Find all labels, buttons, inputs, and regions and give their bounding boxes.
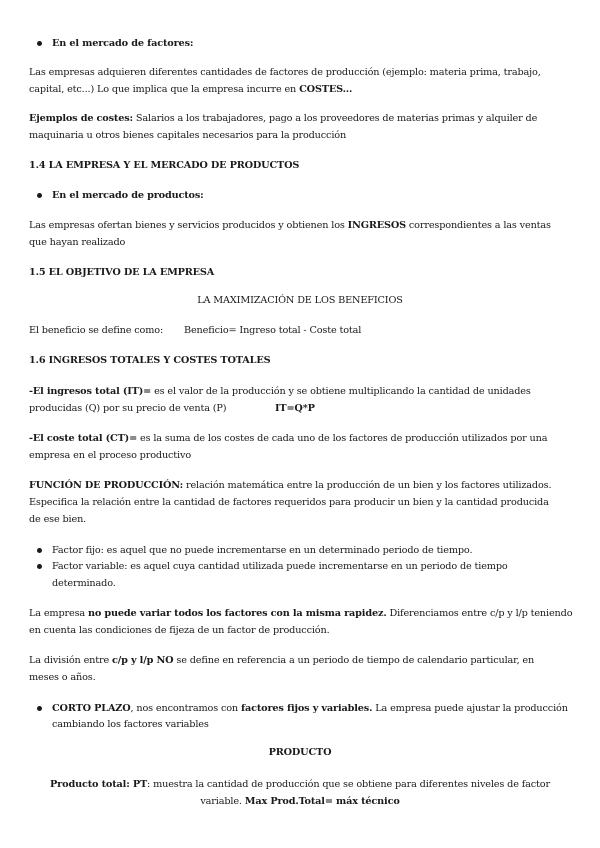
rapidez-line2: en cuenta las condiciones de fijeza de un factor de producción. <box>29 625 330 636</box>
factores-fijos-variables-term: factores fijos y variables. <box>240 703 373 714</box>
producto-total-line2: variable. Max Prod.Total= máx técnico <box>200 796 400 807</box>
productos-paragraph-line1: Las empresas ofertan bienes y servicios producidos y obtienen los INGRESOS correspondientes a las ventas <box>29 220 551 231</box>
ingreso-total-line2: producidas (Q) por su precio de venta (P) <box>29 403 227 414</box>
factor-variable-item-line2: determinado. <box>52 578 116 589</box>
productos-paragraph-line2: que hayan realizado <box>29 237 126 248</box>
corto-plazo-label: CORTO PLAZO <box>52 703 131 714</box>
bullet-mercado-factores: En el mercado de factores: <box>52 38 194 49</box>
corto-plazo-line2: cambiando los factores variables <box>52 719 209 730</box>
ingresos-term: INGRESOS <box>347 220 406 231</box>
costes-term: COSTES... <box>299 84 353 95</box>
funcion-produccion-label: FUNCIÓN DE PRODUCCIÓN: <box>29 480 184 491</box>
division-line1: La división entre c/p y l/p NO se define en referencia a un periodo de tiempo de calendario particular, en <box>29 655 535 666</box>
beneficio-definicion: El beneficio se define como: <box>29 325 164 336</box>
division-emphasis: c/p y l/p NO <box>112 655 174 666</box>
division-line2: meses o años. <box>29 672 96 683</box>
bullet-icon <box>37 548 42 553</box>
ejemplos-costes-label: Ejemplos de costes: <box>29 113 133 124</box>
factores-paragraph-line2: capital, etc...) Lo que implica que la empresa incurre en COSTES... <box>29 84 353 95</box>
producto-total-label: Producto total: PT <box>50 779 148 790</box>
bullet-mercado-productos: En el mercado de productos: <box>52 190 204 201</box>
heading-1-6: 1.6 INGRESOS TOTALES Y COSTES TOTALES <box>29 355 271 366</box>
rapidez-line1: La empresa no puede variar todos los factores con la misma rapidez. Diferenciamos entre c/p y l/p teniendo <box>29 608 573 619</box>
bullet-icon <box>37 564 42 569</box>
ejemplos-costes-line2: maquinaria u otros bienes capitales necesarios para la producción <box>29 130 347 141</box>
ingreso-total-line1: -El ingresos total (IT)= es el valor de la producción y se obtiene multiplicando la cantidad de unidades <box>29 386 531 397</box>
funcion-produccion-line3: de ese bien. <box>29 514 87 525</box>
ejemplos-costes-line1: Ejemplos de costes: Salarios a los trabajadores, pago a los proveedores de materias primas y alquiler de <box>29 113 538 124</box>
producto-heading: PRODUCTO <box>268 747 332 758</box>
rapidez-emphasis: no puede variar todos los factores con la misma rapidez. <box>87 608 387 619</box>
maximizacion-beneficios: LA MAXIMIZACIÓN DE LOS BENEFICIOS <box>197 295 403 306</box>
factores-paragraph-line1: Las empresas adquieren diferentes cantidades de factores de producción (ejemplo: materia prima, trabajo, <box>29 67 541 78</box>
max-prod-total: Max Prod.Total= máx técnico <box>244 796 400 807</box>
coste-total-line2: empresa en el proceso productivo <box>29 450 192 461</box>
beneficio-formula: Beneficio= Ingreso total - Coste total <box>184 325 362 336</box>
heading-1-5: 1.5 EL OBJETIVO DE LA EMPRESA <box>29 267 215 278</box>
coste-total-label: -El coste total (CT)= <box>29 433 138 444</box>
coste-total-line1: -El coste total (CT)= es la suma de los costes de cada uno de los factores de producción utilizados por una <box>29 433 548 444</box>
funcion-produccion-line1: FUNCIÓN DE PRODUCCIÓN: relación matemática entre la producción de un bien y los factores utilizados. <box>29 480 552 491</box>
heading-1-4: 1.4 LA EMPRESA Y EL MERCADO DE PRODUCTOS <box>29 160 300 171</box>
funcion-produccion-line2: Especifica la relación entre la cantidad de factores requeridos para producir un bien y la cantidad producida <box>29 497 549 508</box>
producto-total-line1: Producto total: PT: muestra la cantidad de producción que se obtiene para diferentes niveles de factor <box>50 779 550 790</box>
bullet-icon <box>37 41 42 46</box>
factor-variable-item-line1: Factor variable: es aquel cuya cantidad utilizada puede incrementarse en un periodo de tiempo <box>52 561 508 572</box>
corto-plazo-line1: CORTO PLAZO, nos encontramos con factores fijos y variables. La empresa puede ajustar la producción <box>52 703 568 714</box>
ingreso-total-label: -El ingresos total (IT)= <box>29 386 152 397</box>
factor-fijo-item: Factor fijo: es aquel que no puede incrementarse en un determinado periodo de tiempo. <box>52 545 473 556</box>
bullet-icon <box>37 193 42 198</box>
bullet-icon <box>37 706 42 711</box>
ingreso-total-formula: IT=Q*P <box>275 403 315 414</box>
